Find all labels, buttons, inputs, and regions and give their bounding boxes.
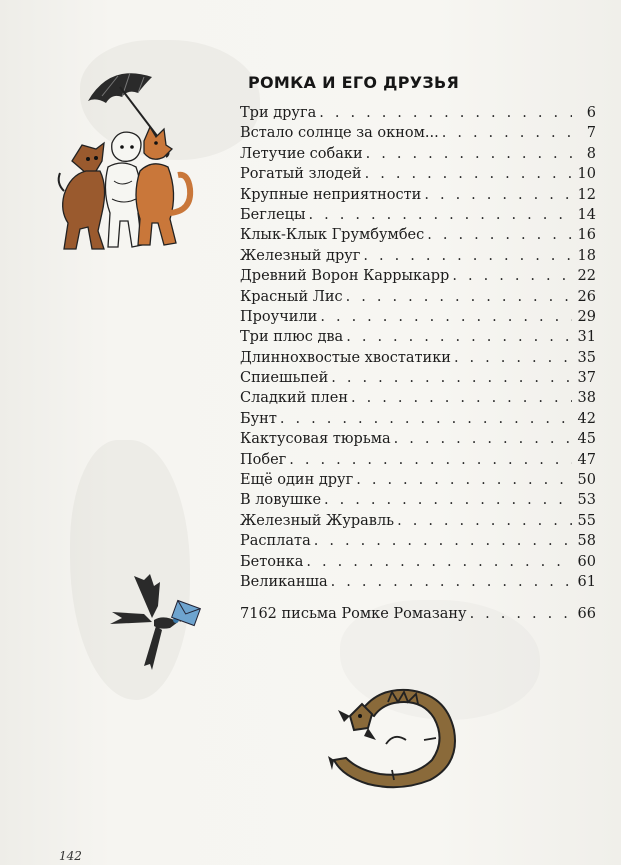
toc-entry-page: 55: [577, 512, 596, 529]
toc-entry: [240, 185, 596, 205]
toc-entry-page: 16: [577, 227, 596, 244]
toc-leader-dots: [442, 123, 572, 143]
toc-leader-dots: [280, 409, 572, 429]
toc-entry-title: Расплата: [240, 533, 311, 550]
toc-entry: [240, 450, 596, 470]
toc-entry-page: 50: [577, 472, 596, 489]
toc-entry: [240, 287, 596, 307]
toc-entry-page: 22: [577, 268, 596, 285]
toc-entry: [240, 307, 596, 327]
toc-entry-page: 18: [577, 247, 596, 264]
toc-entry: [240, 531, 596, 551]
toc-entry-title: Великанша: [240, 573, 328, 590]
toc-entry: [240, 164, 596, 184]
toc-entry-title: Проучили: [240, 308, 318, 325]
toc-entry: [240, 552, 596, 572]
toc-entry-title: Три плюс два: [240, 329, 344, 346]
toc-entry-page: 31: [577, 329, 596, 346]
toc-entry-title: Ещё один друг: [240, 472, 354, 489]
toc-entry-page: 7: [586, 125, 596, 142]
toc-entry-title: Крупные неприятности: [240, 186, 422, 203]
toc-entry-page: 12: [577, 186, 596, 203]
toc-entry-title: В ловушке: [240, 492, 322, 509]
toc-leader-dots: [346, 287, 572, 307]
toc-leader-dots: [331, 368, 572, 388]
toc-entry-page: 60: [577, 553, 596, 570]
bird-with-letter-illustration: [104, 566, 214, 676]
three-friends-umbrella-illustration: [52, 63, 202, 263]
toc-entry-page: 42: [577, 410, 596, 427]
toc-entry-title: Длиннохвостые хвостатики: [240, 349, 451, 366]
toc-leader-dots: [320, 307, 572, 327]
toc-entry-title: Побег: [240, 451, 287, 468]
coiled-dragon-illustration: [328, 680, 466, 796]
toc-entry-title: Клык-Клык Грумбумбес: [240, 227, 425, 244]
toc-entry-title: Бунт: [240, 410, 277, 427]
toc-entry: [240, 388, 596, 408]
toc-entry-title: Железный друг: [240, 247, 361, 264]
toc-leader-dots: [346, 327, 572, 347]
toc-entry: [240, 348, 596, 368]
toc-leader-dots: [356, 470, 572, 490]
toc-entry: [240, 490, 596, 510]
toc-entry-page: 66: [577, 606, 596, 623]
toc-entry-title: 7162 письма Ромке Ромазану: [240, 606, 467, 623]
toc-entry: [240, 266, 596, 286]
toc-leader-dots: [309, 205, 573, 225]
toc-leader-dots: [306, 552, 572, 572]
toc-leader-dots: [314, 531, 572, 551]
toc-leader-dots: [366, 144, 572, 164]
table-of-contents: [240, 73, 596, 625]
toc-entry-page: 10: [577, 166, 596, 183]
toc-entry-page: 45: [577, 431, 596, 448]
toc-leader-dots: [365, 164, 572, 184]
toc-entry-page: 37: [577, 370, 596, 387]
toc-leader-dots: [470, 604, 572, 624]
toc-leader-dots: [331, 572, 572, 592]
toc-entry-title: Три друга: [240, 105, 317, 121]
toc-entry-extra: [240, 604, 596, 624]
toc-entry-page: 26: [577, 288, 596, 305]
toc-entry-page: 29: [577, 308, 596, 325]
toc-entry-page: 8: [586, 145, 596, 162]
toc-entry: [240, 225, 596, 245]
toc-entry-title: Железный Журавль: [240, 512, 395, 529]
toc-leader-dots: [289, 450, 572, 470]
toc-entry-page: 35: [577, 349, 596, 366]
toc-leader-dots: [394, 429, 572, 449]
toc-title: РОМКА И ЕГО ДРУЗЬЯ: [248, 73, 460, 92]
toc-entry: [240, 470, 596, 490]
toc-leader-dots: [427, 225, 572, 245]
toc-entry-title: Кактусовая тюрьма: [240, 431, 391, 448]
toc-entry-title: Спиешьпей: [240, 370, 329, 387]
toc-entry: [240, 429, 596, 449]
toc-leader-dots: [424, 185, 572, 205]
toc-leader-dots: [452, 266, 572, 286]
toc-entry: [240, 409, 596, 429]
toc-entry: [240, 123, 596, 143]
toc-leader-dots: [324, 490, 572, 510]
toc-entry-page: 14: [577, 206, 596, 223]
toc-entry-title: Красный Лис: [240, 288, 343, 305]
toc-leader-dots: [454, 348, 572, 368]
toc-entry-title: Рогатый злодей: [240, 166, 362, 183]
toc-entry: [240, 327, 596, 347]
toc-entry-page: 61: [577, 573, 596, 590]
toc-entry-title: Встало солнце за окном...: [240, 125, 439, 142]
toc-entry-page: 58: [577, 533, 596, 550]
toc-leader-dots: [351, 388, 572, 408]
toc-entry: [240, 572, 596, 592]
toc-entry-page: 6: [586, 105, 596, 121]
toc-leader-dots: [397, 511, 572, 531]
toc-entry: [240, 205, 596, 225]
toc-entry-page: 47: [577, 451, 596, 468]
toc-entry-title: Летучие собаки: [240, 145, 363, 162]
toc-entry: [240, 246, 596, 266]
toc-entry: [240, 368, 596, 388]
toc-entry: [240, 511, 596, 531]
toc-entries: [240, 103, 596, 592]
toc-leader-dots: [319, 103, 572, 123]
toc-entry-title: Сладкий плен: [240, 390, 348, 407]
toc-entry: [240, 144, 596, 164]
toc-entry: [240, 103, 596, 123]
toc-entry-page: 38: [577, 390, 596, 407]
toc-leader-dots: [363, 246, 572, 266]
toc-entry-title: Древний Ворон Каррыкарр: [240, 268, 450, 285]
toc-entry-title: Бетонка: [240, 553, 304, 570]
toc-entry-title: Беглецы: [240, 206, 306, 223]
toc-entry-page: 53: [577, 492, 596, 509]
page-number: 142: [59, 849, 82, 863]
